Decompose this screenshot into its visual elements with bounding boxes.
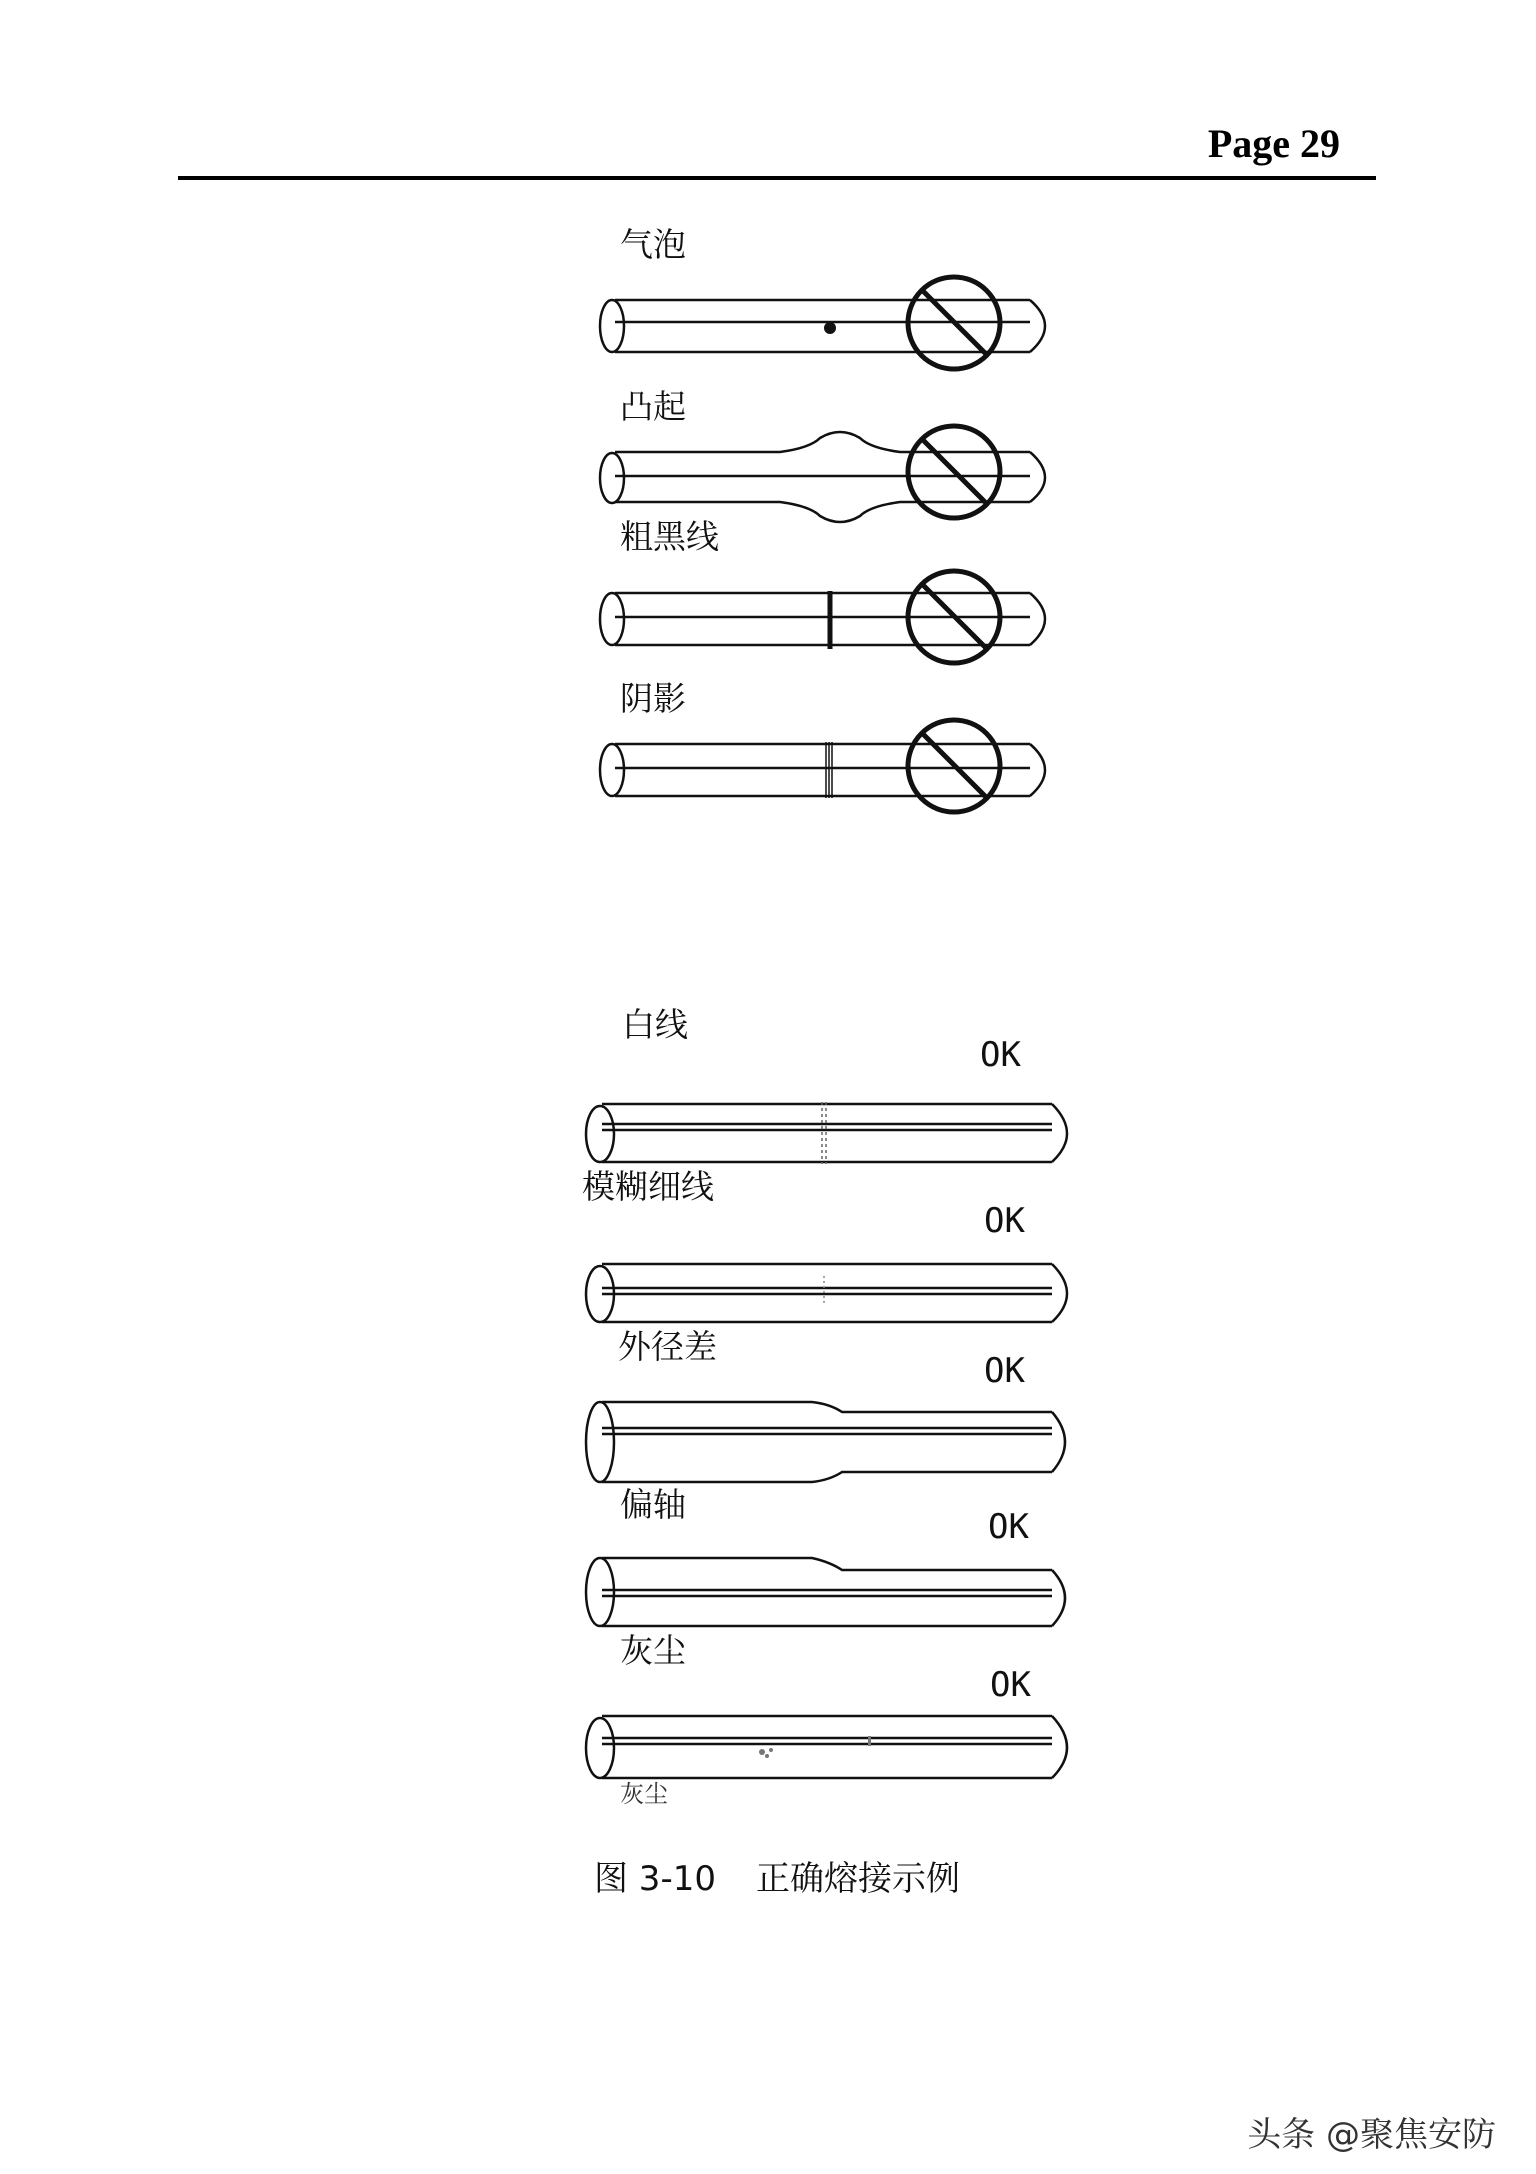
label-bulge: 凸起 xyxy=(620,387,686,426)
label-bubble: 气泡 xyxy=(620,225,686,264)
label-diameter-diff: 外径差 xyxy=(618,1327,717,1366)
label-thick-line: 粗黑线 xyxy=(620,517,719,556)
label-white-line: 白线 xyxy=(622,1005,688,1044)
header-rule xyxy=(178,176,1376,180)
ok-diameter-diff: OK xyxy=(984,1351,1025,1391)
prohibited-icon xyxy=(908,720,1000,812)
label-blurred-line: 模糊细线 xyxy=(582,1167,714,1206)
page-number: Page 29 xyxy=(1207,121,1340,166)
fiber-bubble xyxy=(590,270,1070,390)
figure-caption xyxy=(594,1859,960,1899)
label-shadow: 阴影 xyxy=(620,679,686,718)
ok-dust: OK xyxy=(990,1665,1031,1705)
fiber-thick-line xyxy=(590,565,1070,675)
figure-title: 正确熔接示例 xyxy=(755,1859,960,1899)
ok-blurred-line: OK xyxy=(984,1201,1025,1241)
watermark: 头条 @聚焦安防 xyxy=(1247,2115,1496,2155)
label-dust: 灰尘 xyxy=(620,1631,686,1670)
dust-note: 灰尘 xyxy=(620,1780,668,1808)
fiber-shadow xyxy=(590,712,1070,832)
label-off-axis: 偏轴 xyxy=(620,1485,686,1524)
ok-white-line: OK xyxy=(980,1035,1021,1075)
ok-off-axis: OK xyxy=(988,1507,1029,1547)
figure-number: 图 3-10 xyxy=(594,1859,716,1899)
prohibited-icon xyxy=(908,426,1000,518)
